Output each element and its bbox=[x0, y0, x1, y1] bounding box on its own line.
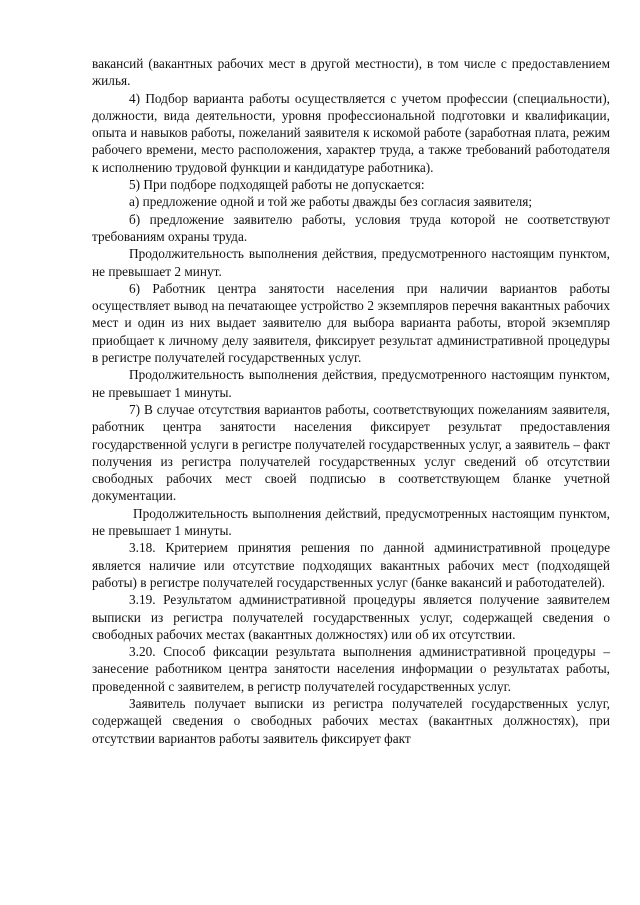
paragraph-duration-3: Продолжительность выполнения действий, предусмотренных настоящим пунктом, не превышает 1 минуты. bbox=[92, 505, 610, 539]
paragraph-item-5: 5) При подборе подходящей работы не допускается: bbox=[129, 177, 425, 193]
paragraph-section-3-18: 3.18. Критерием принятия решения по данной административной процедуре является наличие или отсутствие подходящих вакантных рабочих мест (подходящей работы) в регистре получателей государственных услуг (банке вакансий и работодателей). bbox=[92, 540, 610, 590]
paragraph-item-4: 4) Подбор варианта работы осуществляется с учетом профессии (специальности), должности, вида деятельности, уровня профессиональной подготовки и квалификации, опыта и навыков работы, пожеланий заявителя к искомой работе (заработная плата, режим рабочего времени, место расположения, характер труда, а также требований работодателя к исполнению трудовой функции и кандидатуре работника). bbox=[92, 90, 610, 175]
paragraph-item-6: 6) Работник центра занятости населения при наличии вариантов работы осуществляет вывод на печатающее устройство 2 экземпляров перечня вакантных рабочих мест и один из них выдает заявителю для выбора варианта работы, второй экземпляр приобщает к личному делу заявителя, фиксирует результат административной процедуры в регистре получателей государственных услуг. bbox=[92, 280, 610, 366]
paragraph-item-5a: а) предложение одной и той же работы дважды без согласия заявителя; bbox=[129, 194, 533, 210]
paragraph-continuation: вакансий (вакантных рабочих мест в другой местности), в том числе с предоставлением жилья. bbox=[92, 56, 610, 89]
paragraph-applicant-receives: Заявитель получает выписки из регистра получателей государственных услуг, содержащей сведения о свободных рабочих местах (вакантных должностях), при отсутствии вариантов работы заявитель фиксирует факт bbox=[92, 695, 610, 746]
document-page bbox=[92, 55, 610, 747]
paragraph-item-7: 7) В случае отсутствия вариантов работы, соответствующих пожеланиям заявителя, работник центра занятости населения фиксирует результат предоставления государственной услуги в регистре получателей государственных услуг, а заявитель – факт получения из регистра получателей государственных услуг сведений об отсутствии свободных рабочих мест своей подписью в соответствующем бланке учетной документации. bbox=[92, 401, 610, 504]
paragraph-section-3-20: 3.20. Способ фиксации результата выполнения административной процедуры – занесение работником центра занятости населения информации о результатах работы, проведенной с заявителем, в регистр получателей государственных услуг. bbox=[92, 644, 610, 694]
paragraph-item-5b: б) предложение заявителю работы, условия труда которой не соответствуют требованиям охраны труда. bbox=[92, 211, 610, 244]
paragraph-duration-1: Продолжительность выполнения действия, предусмотренного настоящим пунктом, не превышает 2 минут. bbox=[92, 246, 610, 279]
paragraph-duration-2: Продолжительность выполнения действия, предусмотренного настоящим пунктом, не превышает 1 минуты. bbox=[92, 367, 610, 400]
paragraph-section-3-19: 3.19. Результатом административной процедуры является получение заявителем выписки из регистра получателей государственных услуг, содержащей сведения о свободных рабочих местах (вакантных должностях) или об их отсутствии. bbox=[92, 592, 610, 642]
